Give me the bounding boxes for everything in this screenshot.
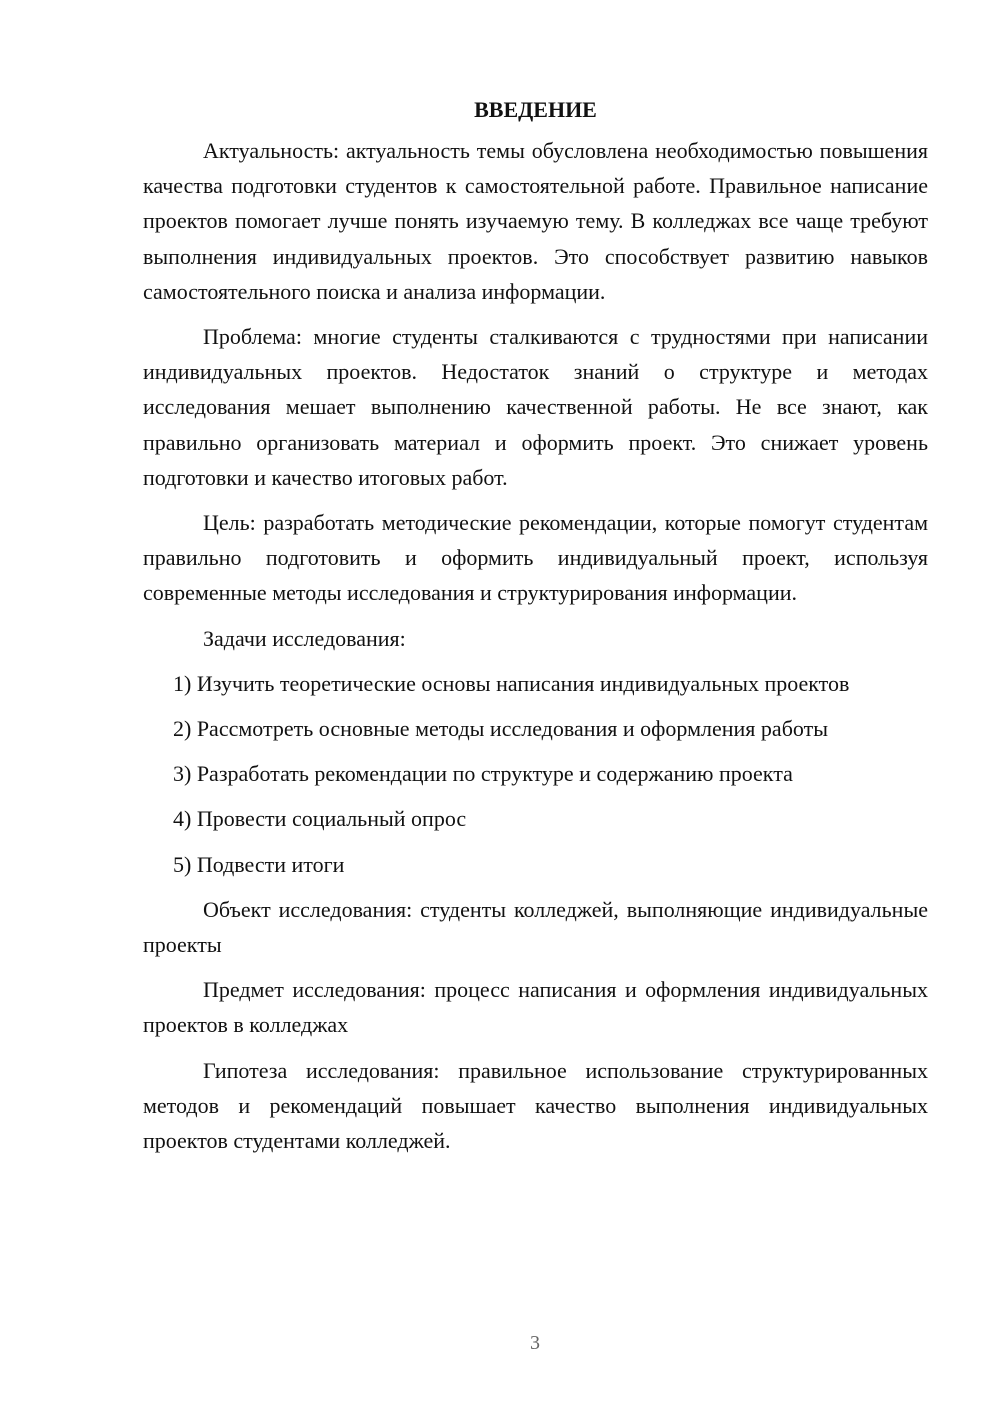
paragraph-relevance: Актуальность: актуальность темы обусловлена необходимостью повышения качества подготовки студентов к самостоятельной работе. Правильное написание проектов помогает лучше понять изучаемую тему. В колледжах все чаще требуют выполнения индивидуальных проектов. Это способствует развитию навыков самостоятельного поиска и анализа информации. — [143, 138, 928, 304]
task-item-3: 3) Разработать рекомендации по структуре и содержанию проекта — [173, 761, 793, 787]
paragraph-object: Объект исследования: студенты колледжей, выполняющие индивидуальные проекты — [143, 896, 928, 958]
paragraph-hypothesis: Гипотеза исследования: правильное использование структурированных методов и рекомендаций повышает качество выполнения индивидуальных проектов студентами колледжей. — [143, 1057, 928, 1154]
paragraph-subject: Предмет исследования: процесс написания и оформления индивидуальных проектов в колледжах — [143, 977, 928, 1038]
task-item-2: 2) Рассмотреть основные методы исследования и оформления работы — [173, 716, 828, 742]
paragraph-goal: Цель: разработать методические рекомендации, которые помогут студентам правильно подготовить и оформить индивидуальный проект, используя современные методы исследования и структурирования информации. — [143, 510, 928, 606]
task-item-1: 1) Изучить теоретические основы написания индивидуальных проектов — [173, 670, 850, 696]
document-page — [143, 92, 928, 1168]
paragraph-problem: Проблема: многие студенты сталкиваются с трудностями при написании индивидуальных проектов. Недостаток знаний о структуре и методах исследования мешает выполнению качественной работы. Не все знают, как правильно организовать материал и оформить проект. Это снижает уровень подготовки и качество итоговых работ. — [143, 324, 928, 490]
task-item-4: 4) Провести социальный опрос — [173, 806, 467, 832]
page-number: 3 — [530, 1332, 540, 1354]
task-item-5: 5) Подвести итоги — [173, 851, 345, 877]
tasks-heading: Задачи исследования: — [203, 625, 406, 651]
section-heading: ВВЕДЕНИЕ — [474, 97, 597, 122]
